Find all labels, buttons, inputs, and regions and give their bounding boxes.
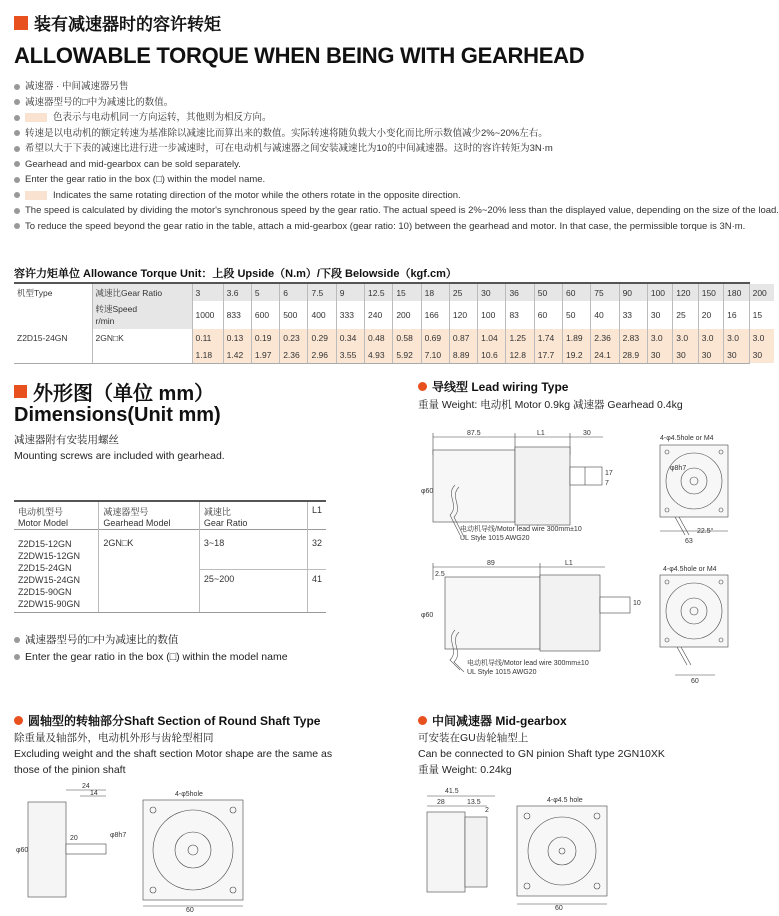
note-text: 减速器 · 中间减速器另售 [25,81,129,92]
note-text: Gearhead and mid-gearbox can be sold separately. [25,158,241,170]
bullet-icon [14,146,20,152]
speed-cell: 600 [251,301,279,329]
note-item [14,95,779,111]
dimensions-title-en: Dimensions(Unit mm) [14,404,221,426]
ratio-cell: 100 [647,284,672,301]
dim-phi60: φ60 [421,488,434,495]
torque-cell: 0.87 [449,329,477,346]
ratio-cell: 6 [280,284,308,301]
mid-gearbox-drawing [415,782,750,912]
speed-cell: 200 [393,301,421,329]
torque-cell: 0.34 [336,329,364,346]
dim-h-model-cn: 电动机型号 [18,507,64,517]
dim-h-gear [99,502,200,530]
bullet-icon [14,161,20,167]
note-text: Indicates the same rotating direction of the motor while the others rotate in the opposite direction. [53,189,461,201]
torque-cell: 30 [724,346,749,363]
note-text: 减速器型号的□中为减速比的数值。 [25,96,174,108]
ratio-cell: 36 [506,284,534,301]
note-item [14,79,779,95]
torque-cell: 1.97 [251,346,279,363]
speed-cell: 50 [563,301,591,329]
torque-cell: 24.1 [591,346,619,363]
bullet-icon [14,654,20,660]
bullet-icon [14,208,20,214]
dim-foot-en-text: Enter the gear ratio in the box (□) within the model name [25,651,288,663]
dim-l1b: L1 [565,560,573,567]
note-text: Enter the gear ratio in the box (□) within the model name. [25,174,266,185]
speed-cell: 166 [421,301,449,329]
note-item [14,172,779,188]
speed-cell: 83 [506,301,534,329]
dim-89: 89 [487,560,495,567]
bullet-icon [14,99,20,105]
ratio-row [14,284,774,301]
color-swatch [25,191,47,200]
torque-cell: 1.25 [506,329,534,346]
lead-title-text: 导线型 Lead wiring Type [432,380,569,394]
ratio-cell: 25 [449,284,477,301]
ratio-cell: 9 [336,284,364,301]
mid-title-text: 中间减速器 Mid-gearbox [432,714,567,728]
torque-title-en: ALLOWABLE TORQUE WHEN BEING WITH GEARHEAD [14,43,585,68]
dim-60: 60 [186,907,194,914]
speed-cell: 33 [619,301,647,329]
note-item [14,110,779,126]
torque-cell: 3.0 [749,329,774,346]
ratio-cell: 3 [192,284,223,301]
torque-cell: 17.7 [534,346,562,363]
bullet-icon [14,115,20,121]
dim-phi8: φ8h7 [110,832,127,839]
speed-cell: 500 [280,301,308,329]
torque-cell: 30 [749,346,774,363]
ratio-cell: 75 [591,284,619,301]
torque-cell: 2.36 [280,346,308,363]
lead-weight: 重量 Weight: 电动机 Motor 0.9kg 减速器 Gearhead 0.4kg [418,399,683,411]
bullet-icon [14,130,20,136]
lead-wire-label: 电动机导线/Motor lead wire 300mm±10 [460,526,582,533]
ratio-cell: 90 [619,284,647,301]
round-line1: 除重量及轴部外，电动机外形与齿轮型相同 [14,732,214,744]
speed-cell: 40 [591,301,619,329]
round-shaft-drawing [10,782,320,912]
ratio-cell: 150 [698,284,723,301]
ratio-cell: 60 [563,284,591,301]
speed-cell: 60 [534,301,562,329]
dim-foot-en [14,649,288,665]
dim-41-5: 41.5 [445,788,459,795]
torque-cell: 0.23 [280,329,308,346]
ratio-cell: 3.6 [223,284,251,301]
torque-cell: 1.18 [192,346,223,363]
torque-cell: 2.96 [308,346,336,363]
dim-13-5: 13.5 [467,799,481,806]
note-item [14,219,779,235]
ratio-cell: 180 [724,284,749,301]
dim-header-row [14,502,326,530]
ratio-cell: 18 [421,284,449,301]
upper-torque-row [14,329,774,346]
speed-label: 转速Speed [95,304,138,314]
dim-h-ratio-en: Gear Ratio [203,518,248,528]
unit-line: 容许力矩单位 Allowance Torque Unit：上段 Upside（N.m）/下段 Belowside（kgf.cm） [14,268,457,280]
dim-gear: 2GN□K [99,530,200,612]
torque-cell: 3.0 [724,329,749,346]
torque-cell: 1.74 [534,329,562,346]
note-text: 转速是以电动机的额定转速为基准除以减速比而算出来的数值。实际转速将随负载大小变化而比所示数值减少2%~20%左右。 [25,127,548,139]
note-text: 色表示与电动机同一方向运转，其他则为相反方向。 [53,112,272,123]
dim-2-5: 2.5 [435,571,445,578]
empty-cell [92,346,192,363]
torque-cell: 2.83 [619,329,647,346]
dim-ratio: 3~18 [199,530,307,570]
dim-h-gear-en: Gearhead Model [103,518,171,528]
dim-10: 10 [633,600,641,607]
ratio-header: 减速比Gear Ratio [92,284,192,301]
bullet-icon [14,192,20,198]
dim-2: 2 [485,807,489,814]
hole-label: 4-φ4.5hole or M4 [660,435,714,442]
speed-unit: r/min [95,316,115,326]
speed-row [14,301,774,329]
dim-phi60b: φ60 [421,612,434,619]
speed-cell: 833 [223,301,251,329]
torque-table-wrap [14,284,767,363]
lead-title [418,378,568,395]
note-item [14,126,779,142]
torque-cell: 1.04 [478,329,506,346]
speed-cell: 333 [336,301,364,329]
dim-20: 20 [70,835,78,842]
dim-60: 60 [691,678,699,685]
hole-label: 4-φ4.5 hole [547,797,583,804]
empty-cell [14,301,92,329]
torque-cell: 0.13 [223,329,251,346]
torque-cell: 0.69 [421,329,449,346]
section-dot-icon [14,716,23,725]
speed-cell: 25 [673,301,698,329]
dim-87-5: 87.5 [467,430,481,437]
dimensions-title-cn-text: 外形图（单位 mm） [33,383,215,405]
dim-phi60: φ60 [16,847,29,854]
model-cell: Z2D15-24GN [14,329,92,346]
note-item [14,188,779,204]
dimensions-title-cn [14,377,214,406]
dim-h-gear-cn: 减速器型号 [103,507,149,517]
lead-wire-label-2: 电动机导线/Motor lead wire 300mm±10 [467,660,589,667]
ratio-cell: 50 [534,284,562,301]
torque-cell: 1.89 [563,329,591,346]
torque-cell: 3.0 [698,329,723,346]
dim-ratio: 25~200 [199,570,307,612]
note-text: The speed is calculated by dividing the motor's synchronous speed by the gear ratio. The actual speed is 2%~20% less than the displayed value, depending on the size of the load. [25,205,779,216]
torque-cell: 1.42 [223,346,251,363]
torque-cell: 7.10 [421,346,449,363]
dimension-table [14,502,326,612]
torque-cell: 8.89 [449,346,477,363]
torque-cell: 3.55 [336,346,364,363]
lead-wire-spec: UL Style 1015 AWG20 [460,535,530,542]
round-line2: Excluding weight and the shaft section Motor shape are the same as [14,748,333,760]
torque-title-cn [14,10,221,35]
ratio-cell: 30 [478,284,506,301]
gearhead-cell: 2GN□K [92,329,192,346]
torque-cell: 3.0 [647,329,672,346]
dim-60: 60 [555,905,563,912]
speed-header [92,301,192,329]
table-bottom-rule [14,363,750,364]
type-header: 机型Type [14,284,92,301]
dim-model: Z2DW15-90GN [18,599,81,609]
hole-label-2: 4-φ4.5hole or M4 [663,566,717,573]
note-text: To reduce the speed beyond the gear ratio in the table, attach a mid-gearbox (gear ratio: 10) between the gearhead and motor. In that case, the permissible torque is 3N·m. [25,220,746,232]
section-marker-icon [14,385,27,398]
section-dot-icon [418,716,427,725]
dim-model: Z2D15-12GN [18,539,72,549]
note-item [14,203,779,219]
ratio-cell: 12.5 [365,284,393,301]
lead-wiring-drawing [415,425,750,685]
torque-cell: 28.9 [619,346,647,363]
empty-cell [14,346,92,363]
torque-cell: 12.8 [506,346,534,363]
dim-phi8h7: φ8h7 [670,465,687,472]
ratio-cell: 200 [749,284,774,301]
ratio-cell: 15 [393,284,421,301]
speed-cell: 20 [698,301,723,329]
dim-l1: L1 [537,430,545,437]
torque-cell: 0.48 [365,329,393,346]
mid-line1: 可安装在GU齿轮轴型上 [418,732,529,744]
dim-foot-cn [14,632,178,648]
speed-cell: 1000 [192,301,223,329]
torque-cell: 0.29 [308,329,336,346]
ratio-cell: 120 [673,284,698,301]
hole-label: 4-φ5hole [175,791,203,798]
torque-notes [14,79,779,234]
dim-h-l1: L1 [307,502,326,530]
dim-foot-cn-text: 减速器型号的□中为减速比的数值 [25,634,179,646]
torque-cell: 0.11 [192,329,223,346]
dim-17: 17 [605,470,613,477]
speed-cell: 240 [365,301,393,329]
dim-h-model-en: Motor Model [18,518,69,528]
torque-cell: 3.0 [673,329,698,346]
dim-14: 14 [90,790,98,797]
bullet-icon [14,84,20,90]
torque-cell: 0.19 [251,329,279,346]
bullet-icon [14,637,20,643]
torque-cell: 0.58 [393,329,421,346]
dimension-table-wrap [14,500,326,613]
torque-cell: 30 [673,346,698,363]
section-marker-icon [14,16,28,30]
dim-row [14,530,326,570]
speed-cell: 100 [478,301,506,329]
dimensions-note-en: Mounting screws are included with gearhead. [14,450,225,462]
dim-models [14,530,99,612]
dim-model: Z2D15-24GN [18,563,72,573]
speed-cell: 120 [449,301,477,329]
bullet-icon [14,223,20,229]
ratio-cell: 5 [251,284,279,301]
torque-title-cn-text: 装有减速器时的容许转矩 [34,15,221,34]
speed-cell: 16 [724,301,749,329]
dim-h-ratio-cn: 减速比 [203,507,231,517]
torque-cell: 2.36 [591,329,619,346]
speed-cell: 30 [647,301,672,329]
note-item [14,141,779,157]
speed-cell: 400 [308,301,336,329]
dim-h-ratio [199,502,307,530]
dim-h-model [14,502,99,530]
torque-cell: 19.2 [563,346,591,363]
dim-7: 7 [605,480,609,487]
mid-line3: 重量 Weight: 0.24kg [418,764,512,776]
dim-28: 28 [437,799,445,806]
dim-22-5: 22.5° [697,528,714,535]
mid-line2: Can be connected to GN pinion Shaft type 2GN10XK [418,748,665,760]
dim-model: Z2D15-90GN [18,587,72,597]
round-line3: those of the pinion shaft [14,764,126,776]
mid-title [418,712,567,729]
dim-model: Z2DW15-12GN [18,551,81,561]
bullet-icon [14,177,20,183]
ratio-cell: 7.5 [308,284,336,301]
torque-cell: 30 [647,346,672,363]
dim-30: 30 [583,430,591,437]
dim-l1: 32 [307,530,326,570]
lower-torque-row [14,346,774,363]
dim-l1: 41 [307,570,326,612]
torque-table [14,284,774,363]
round-title [14,712,320,729]
lead-wire-spec-2: UL Style 1015 AWG20 [467,669,537,676]
dim-63: 63 [685,538,693,545]
torque-cell: 5.92 [393,346,421,363]
torque-cell: 10.6 [478,346,506,363]
section-dot-icon [418,382,427,391]
torque-cell: 30 [698,346,723,363]
color-swatch [25,113,47,122]
dim-model: Z2DW15-24GN [18,575,81,585]
round-title-text: 圆轴型的转轴部分Shaft Section of Round Shaft Type [28,714,321,728]
note-text: 希望以大于下表的减速比进行进一步减速时，可在电动机与减速器之间安装减速比为10的中间减速器。这时的容许转矩为3N·m [25,143,553,154]
note-item [14,157,779,173]
torque-cell: 4.93 [365,346,393,363]
dim-24: 24 [82,783,90,790]
speed-cell: 15 [749,301,774,329]
dimensions-note-cn: 减速器附有安装用螺丝 [14,434,119,446]
